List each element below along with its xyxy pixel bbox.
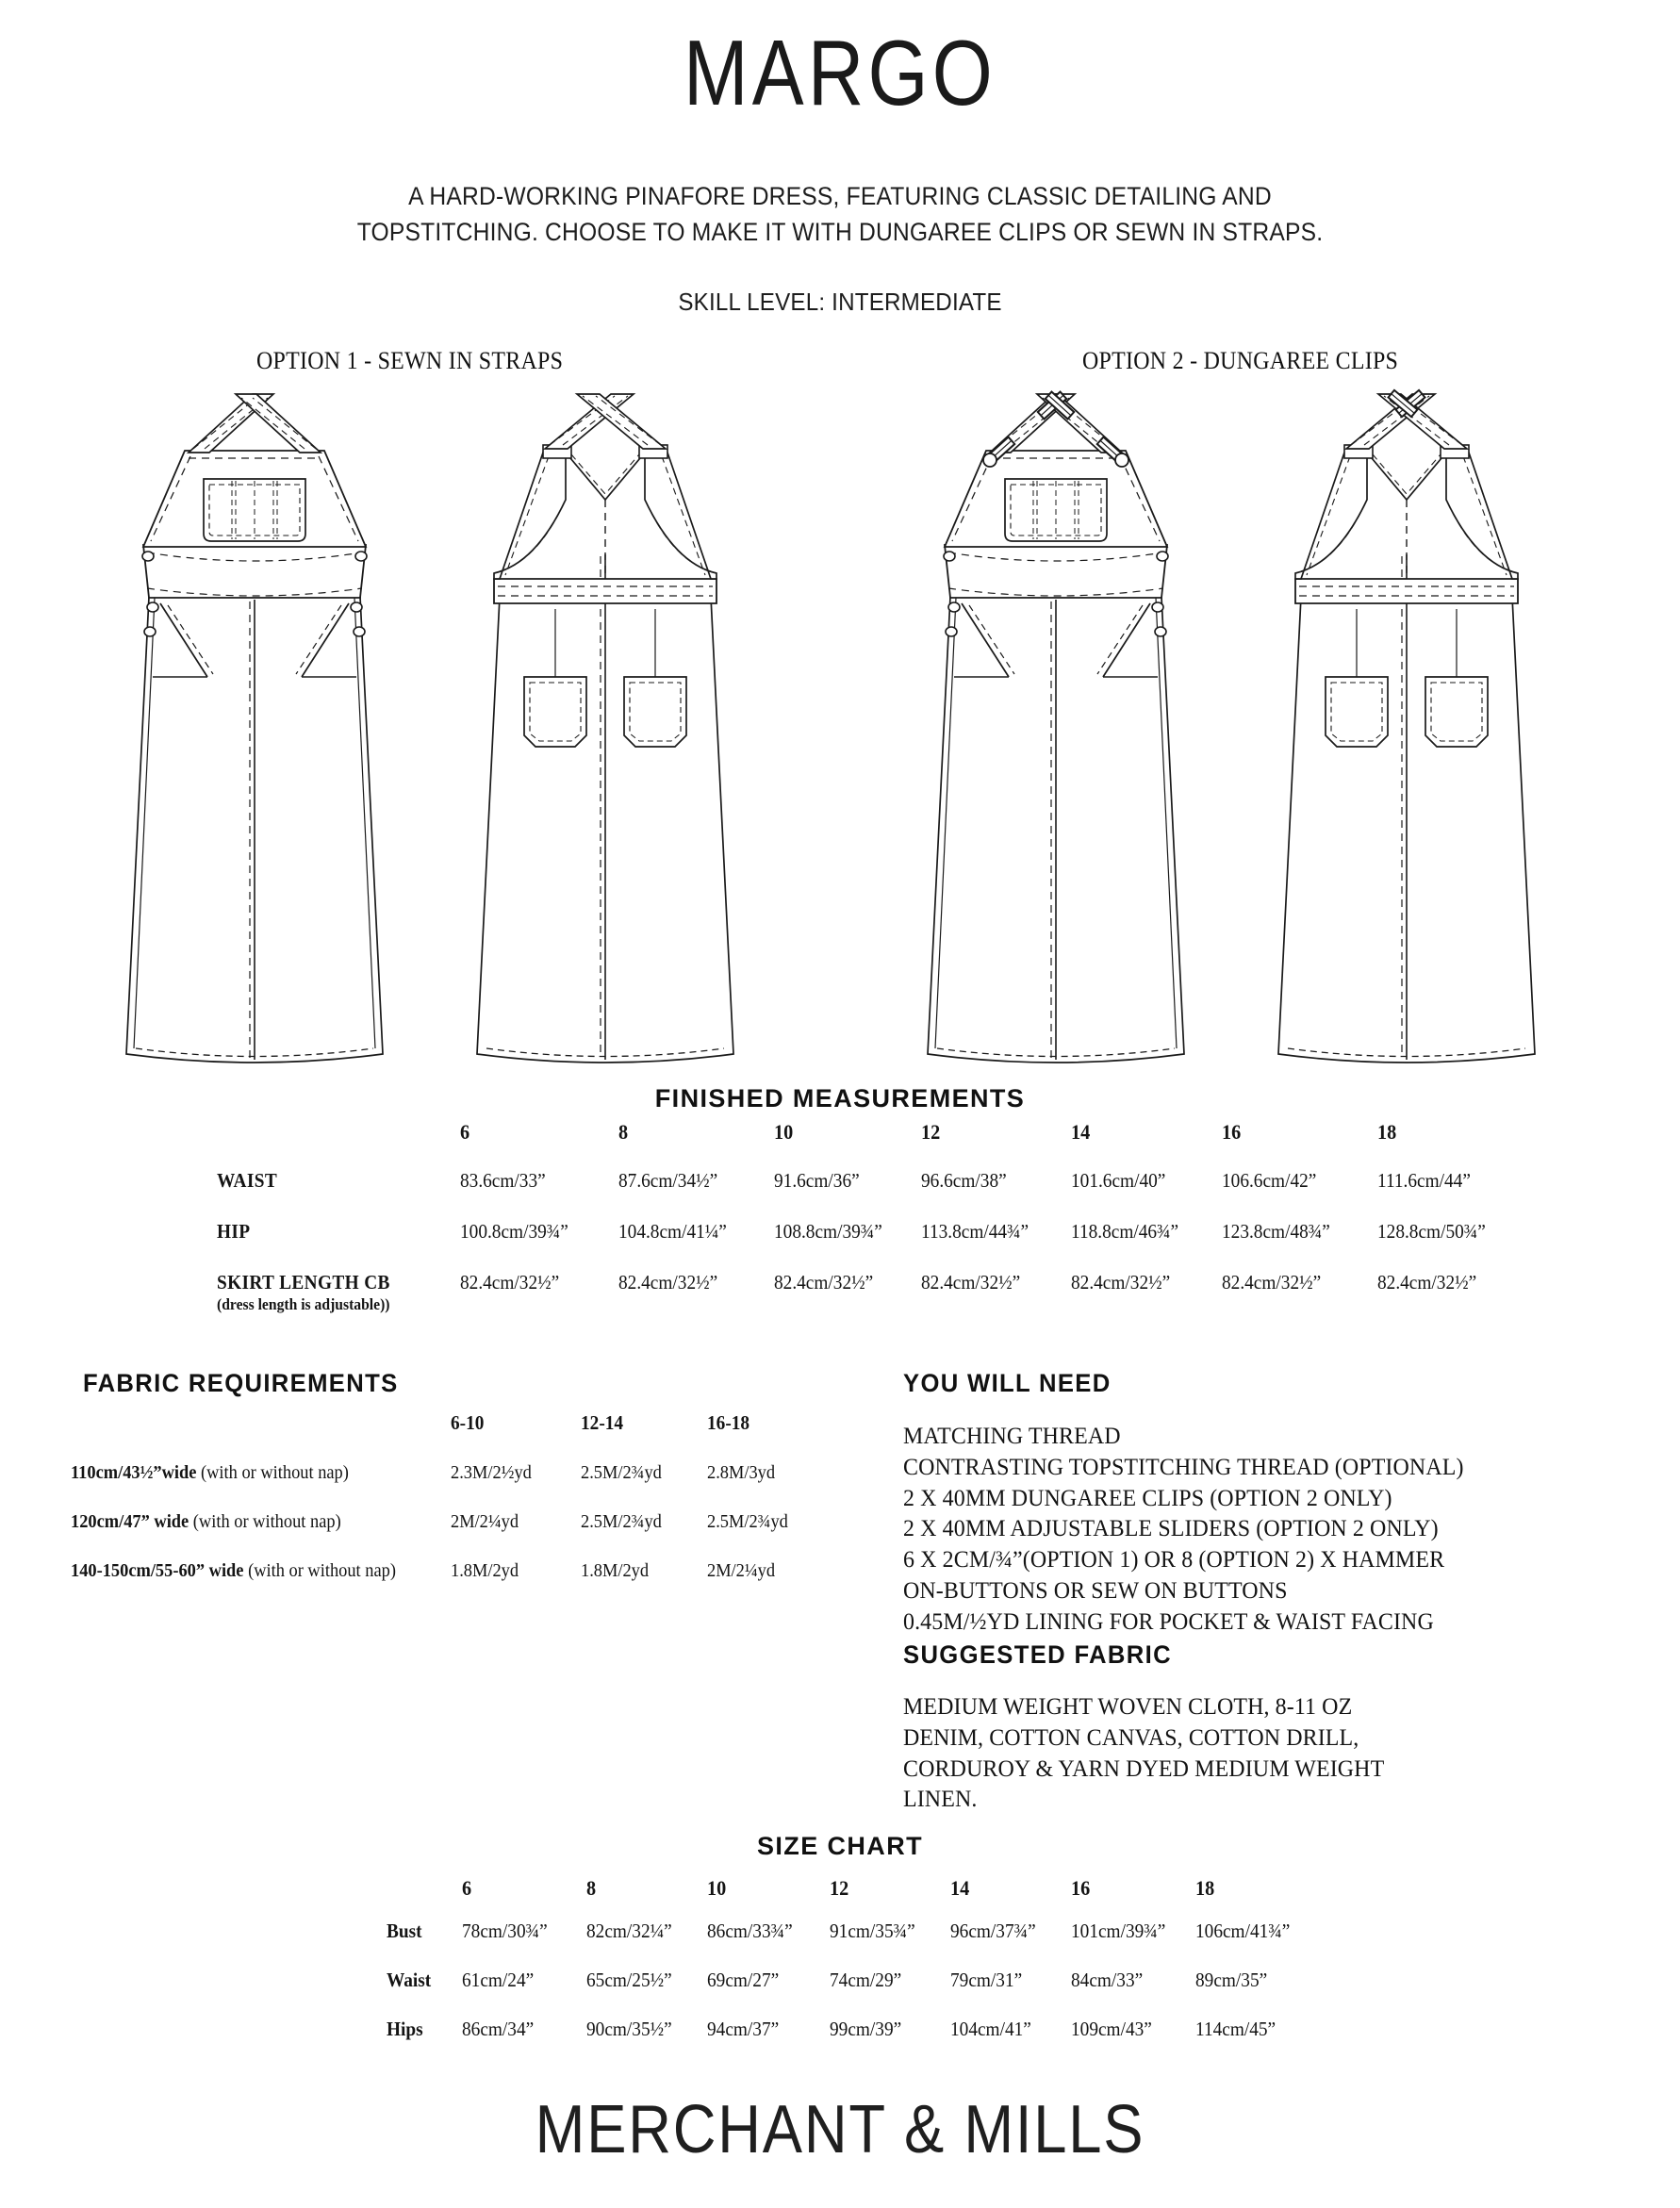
subtitle-line-1: A HARD-WORKING PINAFORE DRESS, FEATURING CLASSIC DETAILING AND	[408, 182, 1272, 210]
sc-colhead-2: 10	[707, 1876, 727, 1900]
fr-colhead-0: 6-10	[451, 1411, 485, 1434]
option-2-label: OPTION 2 - DUNGAREE CLIPS	[1082, 347, 1399, 374]
list-item: CORDUROY & YARN DYED MEDIUM WEIGHT	[903, 1754, 1385, 1782]
sc-bust-18: 106cm/41¾”	[1195, 1920, 1291, 1942]
fm-waist-16: 106.6cm/42”	[1222, 1169, 1317, 1192]
sc-bust-8: 82cm/32¼”	[586, 1920, 672, 1942]
fm-skirt-18: 82.4cm/32½”	[1377, 1271, 1477, 1293]
size-chart-heading: SIZE CHART	[757, 1832, 923, 1860]
sc-bust-10: 86cm/33¾”	[707, 1920, 793, 1942]
fm-skirt-8: 82.4cm/32½”	[618, 1271, 718, 1293]
sc-bust-12: 91cm/35¾”	[830, 1920, 915, 1942]
fm-colhead-5: 16	[1222, 1120, 1242, 1144]
fm-colhead-3: 12	[921, 1120, 941, 1144]
fm-rowlabel-waist: WAIST	[217, 1169, 278, 1192]
fr-width-plain-0: (with or without nap)	[196, 1462, 349, 1483]
finished-measurements-heading: FINISHED MEASUREMENTS	[654, 1084, 1026, 1112]
list-item: CONTRASTING TOPSTITCHING THREAD (OPTIONAL)	[903, 1452, 1464, 1480]
fm-skirt-6: 82.4cm/32½”	[460, 1271, 560, 1293]
fm-skirt-14: 82.4cm/32½”	[1071, 1271, 1171, 1293]
fr-rowlabel-120	[71, 1511, 341, 1533]
sc-waist-16: 84cm/33”	[1071, 1969, 1144, 1991]
fm-skirt-10: 82.4cm/32½”	[774, 1271, 874, 1293]
option-2-back-illustration	[1278, 390, 1535, 1063]
fm-hip-6: 100.8cm/39¾”	[460, 1220, 568, 1243]
sc-hips-6: 86cm/34”	[462, 2018, 535, 2040]
sc-hips-12: 99cm/39”	[830, 2018, 902, 2040]
sc-colhead-6: 18	[1195, 1876, 1215, 1900]
fm-colhead-4: 14	[1071, 1120, 1091, 1144]
fr-120-16-18: 2.5M/2¾yd	[707, 1511, 788, 1532]
fm-waist-12: 96.6cm/38”	[921, 1169, 1007, 1192]
fm-skirt-12: 82.4cm/32½”	[921, 1271, 1021, 1293]
technical-flats-illustrations	[0, 377, 1680, 1075]
list-item: 2 X 40MM DUNGAREE CLIPS (OPTION 2 ONLY)	[903, 1483, 1392, 1511]
fr-width-bold-0: 110cm/43½”wide	[71, 1462, 197, 1483]
sc-waist-6: 61cm/24”	[462, 1969, 535, 1991]
fm-waist-18: 111.6cm/44”	[1377, 1169, 1471, 1192]
fm-waist-6: 83.6cm/33”	[460, 1169, 546, 1192]
fm-colhead-2: 10	[774, 1120, 794, 1144]
fr-110-6-10: 2.3M/2½yd	[451, 1462, 532, 1483]
footer-brand: MERCHANT & MILLS	[535, 2092, 1145, 2167]
fm-hip-12: 113.8cm/44¾”	[921, 1220, 1029, 1243]
fm-hip-16: 123.8cm/48¾”	[1222, 1220, 1330, 1243]
option-2-front-illustration	[928, 392, 1184, 1063]
fm-colhead-0: 6	[460, 1120, 470, 1144]
fr-140-16-18: 2M/2¼yd	[707, 1560, 776, 1581]
sc-colhead-3: 12	[830, 1876, 849, 1900]
list-item: 0.45M/½YD LINING FOR POCKET & WAIST FACING	[903, 1607, 1434, 1635]
fr-120-12-14: 2.5M/2¾yd	[581, 1511, 662, 1532]
sc-hips-8: 90cm/35½”	[586, 2018, 672, 2040]
list-item: MEDIUM WEIGHT WOVEN CLOTH, 8-11 OZ	[903, 1692, 1353, 1720]
fr-140-12-14: 1.8M/2yd	[581, 1560, 650, 1581]
option-1-label: OPTION 1 - SEWN IN STRAPS	[256, 347, 564, 374]
suggested-fabric-heading: SUGGESTED FABRIC	[903, 1640, 1172, 1669]
fm-hip-14: 118.8cm/46¾”	[1071, 1220, 1179, 1243]
sc-rowlabel-hips: Hips	[387, 2018, 423, 2040]
fr-rowlabel-140-150	[71, 1560, 396, 1582]
fr-120-6-10: 2M/2¼yd	[451, 1511, 519, 1532]
sc-rowlabel-waist: Waist	[387, 1969, 432, 1991]
sc-waist-14: 79cm/31”	[950, 1969, 1023, 1991]
sc-hips-18: 114cm/45”	[1195, 2018, 1276, 2040]
sc-waist-12: 74cm/29”	[830, 1969, 902, 1991]
fm-colhead-1: 8	[618, 1120, 629, 1144]
fm-waist-10: 91.6cm/36”	[774, 1169, 860, 1192]
fr-colhead-2: 16-18	[707, 1411, 750, 1434]
sc-colhead-5: 16	[1071, 1876, 1091, 1900]
list-item: MATCHING THREAD	[903, 1422, 1121, 1449]
fr-width-bold-1: 120cm/47” wide	[71, 1511, 189, 1532]
fm-hip-8: 104.8cm/41¼”	[618, 1220, 727, 1243]
list-item: LINEN.	[903, 1785, 978, 1813]
sc-waist-18: 89cm/35”	[1195, 1969, 1268, 1991]
fr-width-plain-2: (with or without nap)	[243, 1560, 396, 1581]
fm-rowlabel-skirt-length: SKIRT LENGTH CB	[217, 1271, 390, 1293]
sc-hips-16: 109cm/43”	[1071, 2018, 1152, 2040]
option-1-back-illustration	[477, 394, 733, 1063]
fr-width-bold-2: 140-150cm/55-60” wide	[71, 1560, 244, 1581]
sc-colhead-0: 6	[462, 1876, 472, 1900]
list-item: 6 X 2CM/¾”(OPTION 1) OR 8 (OPTION 2) X HAMMER	[903, 1545, 1445, 1574]
fm-rowsublabel-skirt-length: (dress length is adjustable))	[217, 1295, 390, 1313]
sc-colhead-4: 14	[950, 1876, 970, 1900]
size-chart-table	[0, 1876, 1680, 2040]
fr-110-12-14: 2.5M/2¾yd	[581, 1462, 662, 1483]
fm-colhead-6: 18	[1377, 1120, 1397, 1144]
finished-measurements-table	[0, 1120, 1680, 1313]
fm-hip-18: 128.8cm/50¾”	[1377, 1220, 1486, 1243]
list-item: 2 X 40MM ADJUSTABLE SLIDERS (OPTION 2 ONLY)	[903, 1514, 1439, 1542]
sc-rowlabel-bust: Bust	[387, 1920, 422, 1942]
list-item: ON-BUTTONS OR SEW ON BUTTONS	[903, 1575, 1288, 1604]
fr-140-6-10: 1.8M/2yd	[451, 1560, 519, 1581]
sc-colhead-1: 8	[586, 1876, 597, 1900]
fm-waist-14: 101.6cm/40”	[1071, 1169, 1166, 1192]
fr-110-16-18: 2.8M/3yd	[707, 1462, 776, 1483]
fm-rowlabel-hip: HIP	[217, 1220, 251, 1243]
suggested-fabric-text	[903, 1691, 1384, 1815]
fr-colhead-1: 12-14	[581, 1411, 624, 1434]
fabric-requirements-heading: FABRIC REQUIREMENTS	[83, 1369, 399, 1397]
fm-waist-8: 87.6cm/34½”	[618, 1169, 718, 1192]
sc-waist-10: 69cm/27”	[707, 1969, 780, 1991]
sc-waist-8: 65cm/25½”	[586, 1969, 672, 1991]
you-will-need-heading: YOU WILL NEED	[903, 1369, 1112, 1397]
sc-bust-16: 101cm/39¾”	[1071, 1920, 1166, 1942]
sc-bust-6: 78cm/30¾”	[462, 1920, 548, 1942]
skill-level-text: SKILL LEVEL: INTERMEDIATE	[678, 288, 1002, 316]
list-item: DENIM, COTTON CANVAS, COTTON DRILL,	[903, 1722, 1359, 1751]
sc-hips-10: 94cm/37”	[707, 2018, 780, 2040]
sc-hips-14: 104cm/41”	[950, 2018, 1031, 2040]
fabric-requirements-table	[0, 1411, 830, 1600]
fm-skirt-16: 82.4cm/32½”	[1222, 1271, 1322, 1293]
page-title: MARGO	[683, 21, 996, 124]
option-1-front-illustration	[126, 394, 383, 1063]
sc-bust-14: 96cm/37¾”	[950, 1920, 1036, 1942]
fr-width-plain-1: (with or without nap)	[189, 1511, 341, 1532]
page-subtitle	[58, 179, 1621, 250]
subtitle-line-2: TOPSTITCHING. CHOOSE TO MAKE IT WITH DUNGAREE CLIPS OR SEWN IN STRAPS.	[356, 217, 1324, 246]
you-will-need-list	[903, 1421, 1464, 1637]
fm-hip-10: 108.8cm/39¾”	[774, 1220, 882, 1243]
fr-rowlabel-110	[71, 1462, 349, 1484]
